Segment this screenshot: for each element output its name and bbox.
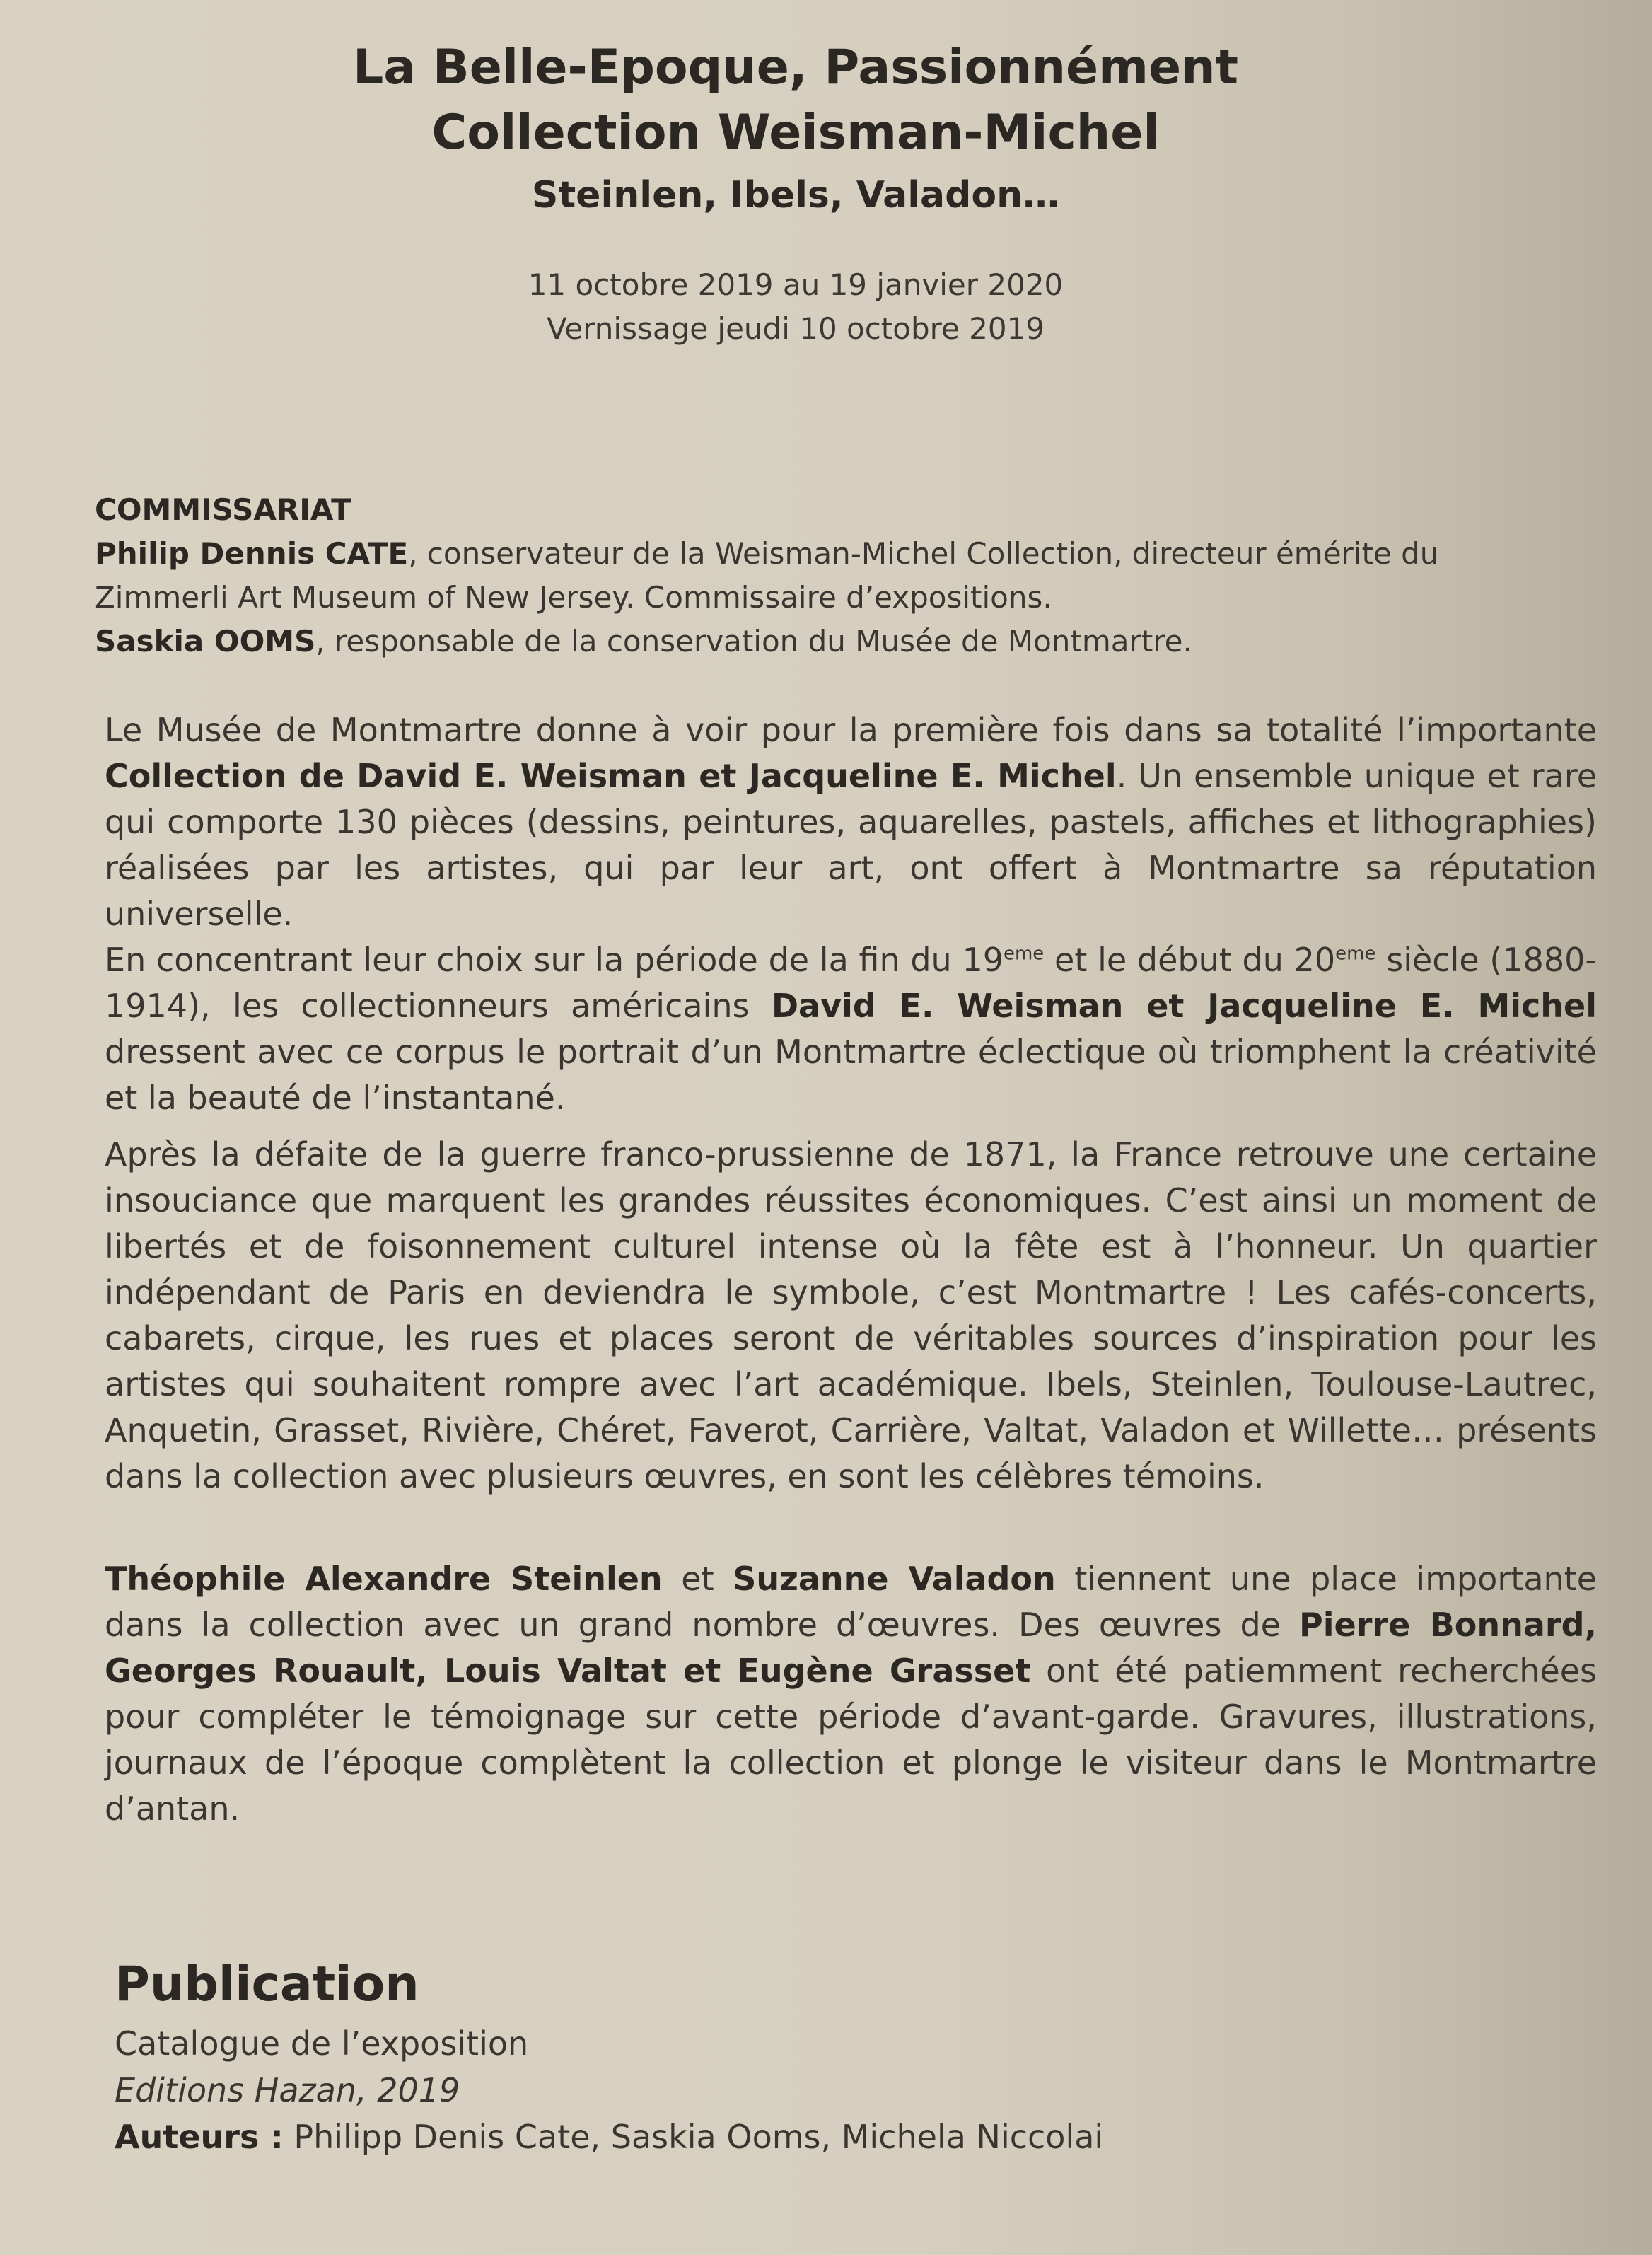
text-span: et — [662, 1560, 733, 1598]
text-span: siècle (1880-1914), les collectionneurs américains — [105, 941, 1597, 1025]
publication-heading: Publication — [115, 1957, 419, 2012]
authors-label: Auteurs : — [115, 2118, 284, 2156]
text-span: En concentrant leur choix sur la période de la fin du 19 — [105, 941, 1004, 979]
title-line-2: Collection Weisman-Michel — [431, 105, 1160, 161]
paragraph-intro-part-2 — [105, 937, 1597, 1121]
vernissage-date: Vernissage jeudi 10 octobre 2019 — [546, 311, 1045, 346]
paragraph-intro — [105, 707, 1597, 1121]
curator-2-description: , responsable de la conservation du Musée de Montmartre. — [315, 624, 1192, 659]
curator-2-name: Saskia OOMS — [95, 624, 316, 659]
text-span: et le début du 20 — [1044, 941, 1336, 979]
collectors-names: David E. Weisman et Jacqueline E. Michel — [771, 987, 1597, 1025]
curator-2 — [95, 620, 1523, 663]
date-range: 11 octobre 2019 au 19 janvier 2020 — [528, 267, 1064, 302]
paragraph-artists — [105, 1556, 1597, 1832]
curator-1 — [95, 532, 1523, 620]
curator-1-name: Philip Dennis CATE — [95, 536, 409, 571]
text-span: . Un ensemble unique et rare qui comporte 130 pièces (dessins, peintures, aquarelles, pastels, affiches et lithographies) réalisées par les artistes, qui par leur art, ont offert à Montmartre sa réputation universelle. — [105, 757, 1597, 933]
publication-editor: Editions Hazan, 2019 — [115, 2071, 460, 2109]
curator-1-description: , conservateur de la Weisman-Michel Collection, directeur émérite du Zimmerli Art Museum of New Jersey. Commissaire d’expositions. — [95, 536, 1439, 615]
publication-catalogue: Catalogue de l’exposition — [115, 2024, 529, 2063]
text-span: ont été patiemment recherchées pour compléter le témoignage sur cette période d’avant-garde. Gravures, illustrations, journaux de l’époque complètent la collection et plonge le visiteur dans le Montmartre d’antan. — [105, 1652, 1598, 1828]
paragraph-history: Après la défaite de la guerre franco-prussienne de 1871, la France retrouve une certaine insouciance que marquent les grandes réussites économiques. C’est ainsi un moment de libertés et de foisonnement culturel intense où la fête est à l’honneur. Un quartier indépendant de Paris en deviendra le symbole, c’est Montmartre ! Les cafés-concerts, cabarets, cirque, les rues et places seront de véritables sources d’inspiration pour les artistes qui souhaitent rompre avec l’art académique. Ibels, Steinlen, Toulouse-Lautrec, Anquetin, Grasset, Rivière, Chéret, Faverot, Carrière, Valtat, Valadon et Willette… présents dans la collection avec plusieurs œuvres, en sont les célèbres témoins. — [105, 1135, 1597, 1495]
document-header — [0, 35, 1591, 221]
title-line-1: La Belle-Epoque, Passionnément — [352, 40, 1239, 95]
text-span: tiennent une place importante dans la collection avec un grand nombre d’œuvres. Des œuvres de — [105, 1560, 1597, 1644]
collection-name: Collection de David E. Weisman et Jacqueline E. Michel — [105, 757, 1117, 795]
subtitle: Steinlen, Ibels, Valadon… — [531, 174, 1060, 216]
artist-name: Théophile Alexandre Steinlen — [105, 1560, 663, 1598]
exhibition-dates — [0, 263, 1591, 351]
commissariat-section — [95, 488, 1523, 663]
publication-authors — [115, 2114, 1529, 2160]
authors-list: Philipp Denis Cate, Saskia Ooms, Michela Niccolai — [283, 2118, 1104, 2156]
artist-name: Suzanne Valadon — [733, 1560, 1056, 1598]
text-span: Le Musée de Montmartre donne à voir pour la première fois dans sa totalité l’importante — [105, 711, 1597, 749]
publication-section — [115, 1952, 1529, 2160]
paragraph-intro-part-1 — [105, 707, 1597, 937]
commissariat-heading: COMMISSARIAT — [95, 492, 351, 527]
superscript: eme — [1003, 943, 1045, 965]
artist-names: Pierre Bonnard, Georges Rouault, Louis Valtat et Eugène Grasset — [105, 1606, 1597, 1690]
superscript: eme — [1335, 943, 1376, 965]
text-span: dressent avec ce corpus le portrait d’un Montmartre éclectique où triomphent la créativité et la beauté de l’instantané. — [105, 1033, 1597, 1117]
